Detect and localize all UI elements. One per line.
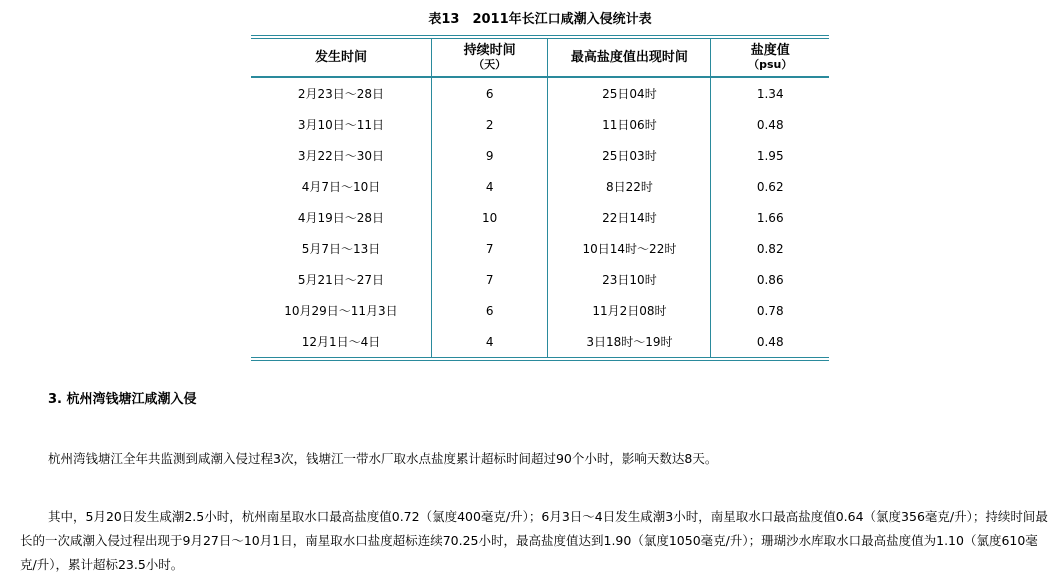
cell-duration: 6: [431, 295, 547, 326]
table-row: [251, 109, 829, 140]
cell-salinity: 0.82: [756, 241, 784, 256]
cell-date: 2月23日～28日: [251, 77, 431, 109]
header-peak-time-label: 最高盐度值出现时间: [570, 49, 688, 65]
cell-salinity: 1.34: [756, 86, 784, 101]
header-duration: [431, 37, 547, 77]
cell-date: 4月7日～10日: [251, 171, 431, 202]
table-row: [251, 295, 829, 326]
header-duration-unit: （天）: [473, 57, 507, 71]
cell-duration: 4: [431, 171, 547, 202]
cell-peak-time: 25日04时: [548, 77, 711, 109]
cell-duration: 4: [431, 326, 547, 359]
table-row: [251, 171, 829, 202]
table-row: [251, 264, 829, 295]
cell-duration: 7: [431, 264, 547, 295]
cell-peak-time: 11日06时: [548, 109, 711, 140]
saltwater-intrusion-table: [251, 35, 829, 361]
cell-date: 4月19日～28日: [251, 202, 431, 233]
cell-peak-time: 23日10时: [548, 264, 711, 295]
cell-peak-time: 8日22时: [548, 171, 711, 202]
cell-salinity: 0.48: [756, 117, 784, 132]
cell-salinity: 0.86: [756, 272, 784, 287]
header-duration-label: 持续时间: [463, 42, 516, 58]
header-salinity: [711, 37, 829, 77]
cell-date: 12月1日～4日: [251, 326, 431, 359]
paragraph-summary: 杭州湾钱塘江全年共监测到咸潮入侵过程3次，钱塘江一带水厂取水点盐度累计超标时间超过90个小时，影响天数达8天。: [48, 451, 718, 466]
cell-salinity: 1.66: [756, 210, 784, 225]
header-salinity-unit: （psu）: [748, 57, 793, 71]
cell-salinity: 0.78: [756, 303, 784, 318]
cell-peak-time: 22日14时: [548, 202, 711, 233]
table-row: [251, 202, 829, 233]
section-heading: 3. 杭州湾钱塘江咸潮入侵: [48, 392, 197, 407]
header-date-label: 发生时间: [314, 49, 367, 65]
cell-salinity: 0.48: [756, 334, 784, 349]
table-row: [251, 326, 829, 359]
cell-date: 10月29日～11月3日: [251, 295, 431, 326]
paragraph-details: 其中，5月20日发生咸潮2.5小时，杭州南星取水口最高盐度值0.72（氯度400毫克/升）；6月3日～4日发生咸潮3小时，南星取水口最高盐度值0.64（氯度356毫克/升）；持续时间最长的一次咸潮入侵过程出现于9月27日～10月1日，南星取水口盐度超标连续70.25小时，最高盐度值达到1.90（氯度1050毫克/升）；珊瑚沙水库取水口最高盐度值为1.10（氯度610毫克/升），累计超标23.5小时。: [20, 509, 1048, 572]
table-row: [251, 233, 829, 264]
table-row: [251, 140, 829, 171]
header-peak-time: [548, 37, 711, 77]
table-row: [251, 77, 829, 109]
cell-peak-time: 3日18时～19时: [548, 326, 711, 359]
cell-duration: 6: [431, 77, 547, 109]
cell-duration: 9: [431, 140, 547, 171]
cell-duration: 7: [431, 233, 547, 264]
cell-date: 3月22日～30日: [251, 140, 431, 171]
cell-date: 5月21日～27日: [251, 264, 431, 295]
cell-duration: 2: [431, 109, 547, 140]
table-title: 表13 2011年长江口咸潮入侵统计表: [428, 12, 652, 27]
cell-date: 5月7日～13日: [251, 233, 431, 264]
cell-peak-time: 10日14时～22时: [548, 233, 711, 264]
table-header-row: [251, 37, 829, 77]
cell-date: 3月10日～11日: [251, 109, 431, 140]
header-salinity-label: 盐度值: [750, 42, 790, 58]
cell-peak-time: 11月2日08时: [548, 295, 711, 326]
cell-peak-time: 25日03时: [548, 140, 711, 171]
cell-salinity: 0.62: [756, 179, 784, 194]
cell-duration: 10: [431, 202, 547, 233]
header-date: [251, 37, 431, 77]
cell-salinity: 1.95: [756, 148, 784, 163]
